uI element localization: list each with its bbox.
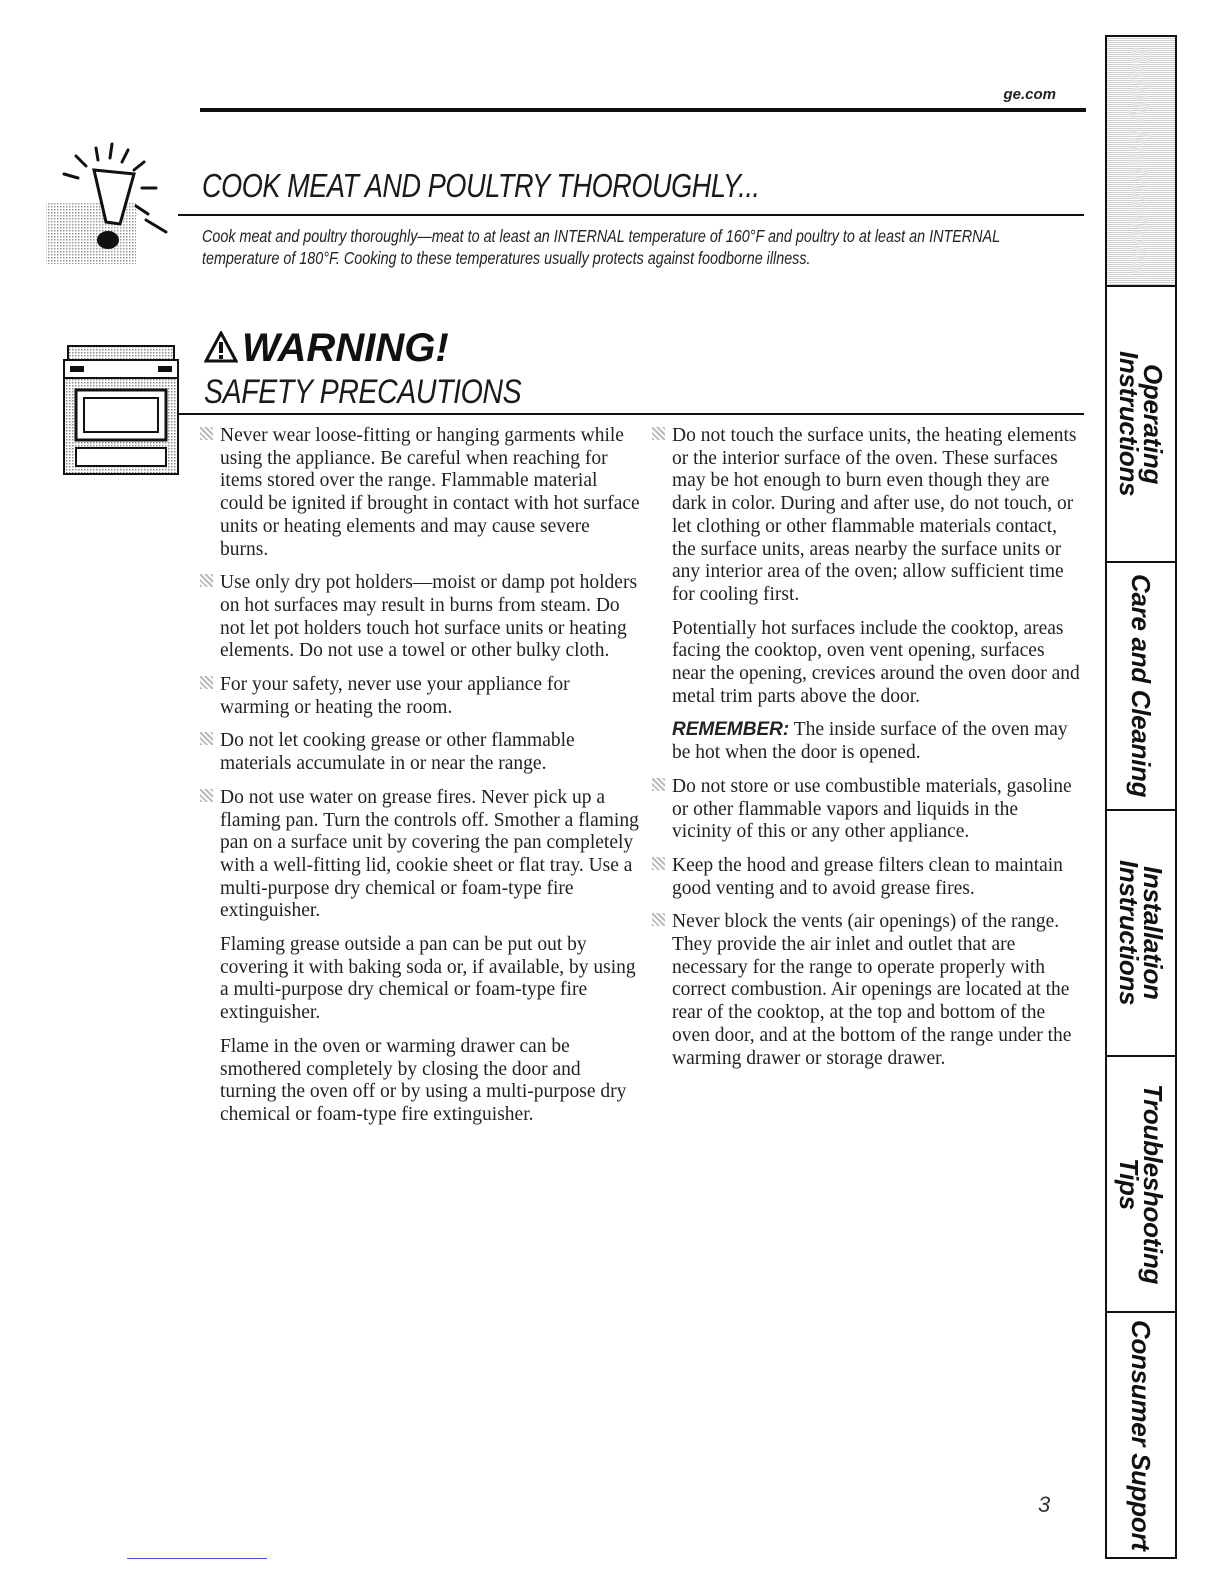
warning-rule: [178, 413, 1084, 415]
bullet-icon: [652, 427, 665, 440]
list-item: Use only dry pot holders—moist or damp pot holders on hot surfaces may result in burns from steam. Do not let pot holders touch hot surface units or heating elements. Do not use a towel or other bulky cloth.: [200, 572, 640, 663]
list-item: Do not store or use combustible materials, gasoline or other flammable vapors and liquids in the vicinity of this or any other appliance.: [652, 776, 1082, 844]
bullet-icon: [200, 574, 213, 587]
tab-safety-instructions[interactable]: Safety Instructions: [1107, 37, 1175, 287]
bullet-icon: [200, 789, 213, 802]
section-tab-bar: [1105, 35, 1177, 1559]
list-item: Never wear loose-fitting or hanging garments while using the appliance. Be careful when reaching for items stored over the range. Flammable material could be ignited if brought in contact with hot surface units or heating elements and may cause severe burns.: [200, 425, 640, 561]
list-item: Do not let cooking grease or other flammable materials accumulate in or near the range.: [200, 730, 640, 775]
list-item: Do not touch the surface units, the heating elements or the interior surface of the oven. These surfaces may be hot enough to burn even though they are dark in color. During and after use, do not touch, or let clothing or other flammable materials contact, the surface units, areas nearby the surface units or any interior area of the oven; allow sufficient time for cooling first.: [652, 425, 1082, 607]
cook-body: Cook meat and poultry thoroughly—meat to at least an INTERNAL temperature of 160°F and poultry to at least an INTERNAL temperature of 180°F. Cooking to these temperatures usually protects against foodborne illness.: [202, 226, 1000, 268]
tab-consumer-support[interactable]: Consumer Support: [1126, 1319, 1156, 1551]
paragraph: Potentially hot surfaces include the cooktop, areas facing the cooktop, oven vent opening, surfaces near the opening, crevices around the oven door and metal trim parts above the door.: [672, 617, 1080, 707]
tab-installation-instructions[interactable]: Installation Instructions: [1107, 811, 1175, 1057]
cook-rule: [178, 214, 1084, 216]
tab-operating-instructions[interactable]: Operating Instructions: [1107, 287, 1175, 563]
bullet-icon: [652, 778, 665, 791]
warning-heading: [204, 326, 449, 371]
exclamation-burst-icon: [36, 140, 196, 270]
range-stove-icon: [60, 340, 182, 480]
cook-title: COOK MEAT AND POULTRY THOROUGHLY...: [202, 167, 760, 204]
tab-troubleshooting-tips[interactable]: Troubleshooting Tips: [1107, 1057, 1175, 1313]
tab-care-and-cleaning[interactable]: Care and Cleaning: [1107, 563, 1175, 811]
list-item: Never block the vents (air openings) of the range. They provide the air inlet and outlet that are necessary for the range to operate properly with correct combustion. Air openings are located at the rear of the cooktop, at the top and bottom of the oven door, and at the bottom of the range under the warming drawer or storage drawer.: [652, 911, 1082, 1070]
remember-note: REMEMBER: The inside surface of the oven may be hot when the door is opened.: [672, 719, 1068, 764]
bottom-mark: [127, 1558, 267, 1559]
site-url: ge.com: [1003, 86, 1056, 103]
list-item: Keep the hood and grease filters clean to maintain good venting and to avoid grease fires.: [652, 855, 1082, 900]
bullet-icon: [200, 427, 213, 440]
left-column: [200, 425, 640, 1138]
warning-title: WARNING!: [242, 326, 449, 370]
bullet-icon: [200, 676, 213, 689]
paragraph: Flaming grease outside a pan can be put out by covering it with baking soda or, if available, by using a multi-purpose dry chemical or foam-type fire extinguisher.: [220, 934, 636, 1024]
bullet-icon: [200, 732, 213, 745]
remember-label: REMEMBER:: [672, 719, 790, 741]
right-column: [652, 425, 1082, 1081]
safety-precautions-title: SAFETY PRECAUTIONS: [204, 373, 522, 411]
list-item: For your safety, never use your appliance for warming or heating the room.: [200, 674, 640, 719]
list-item: Do not use water on grease fires. Never pick up a flaming pan. Turn the controls off. Smother a flaming pan on a surface unit by covering the pan completely with a well-fitting lid, cookie sheet or flat tray. Use a multi-purpose dry chemical or foam-type fire extinguisher.: [200, 787, 640, 923]
bullet-icon: [652, 857, 665, 870]
header-rule: [200, 108, 1086, 112]
page-number: 3: [1038, 1492, 1051, 1517]
bullet-icon: [652, 913, 665, 926]
warning-triangle-icon: [204, 331, 238, 363]
paragraph: Flame in the oven or warming drawer can be smothered completely by closing the door and turning the oven off or by using a multi-purpose dry chemical or foam-type fire extinguisher.: [220, 1035, 627, 1125]
